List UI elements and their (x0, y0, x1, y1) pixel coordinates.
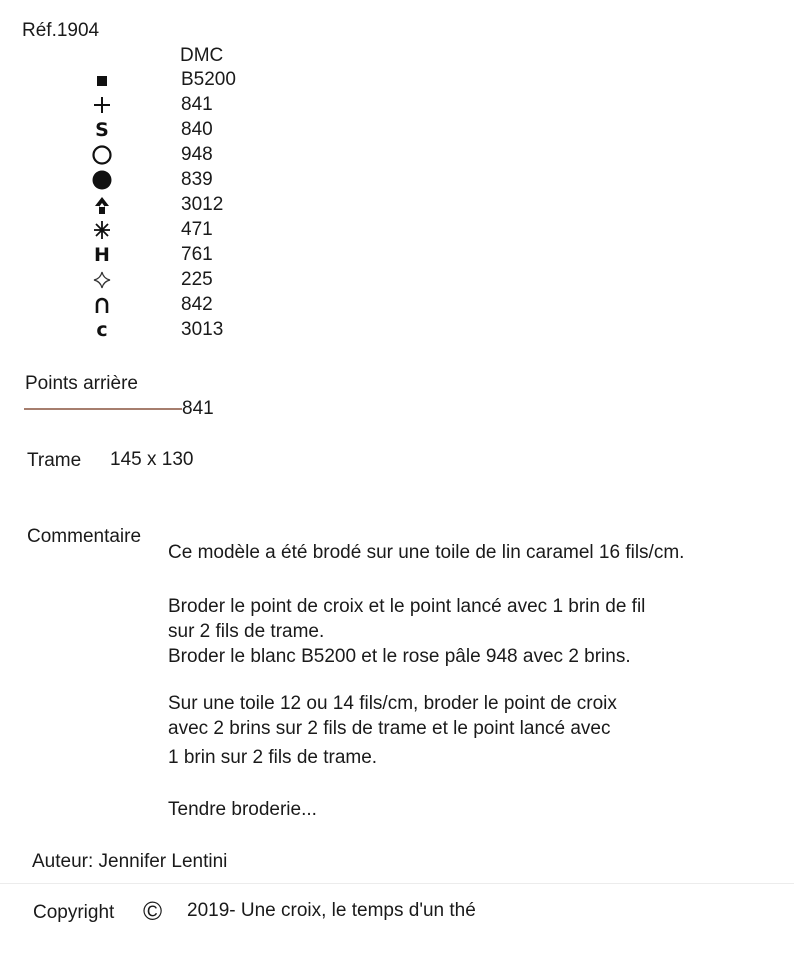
four-point-star-icon (91, 269, 113, 291)
backstitch-line (24, 408, 182, 410)
fabric-label: Trame (27, 450, 82, 471)
filled-square-icon (91, 69, 113, 91)
filled-circle-icon (91, 169, 113, 191)
legend-code: 761 (181, 244, 213, 265)
divider (0, 883, 794, 884)
open-circle-icon (91, 144, 113, 166)
author-credit: Auteur: Jennifer Lentini (32, 851, 228, 872)
copyright-label: Copyright (33, 902, 115, 923)
comment-line: 1 brin sur 2 fils de trame. (168, 747, 378, 768)
copyright-symbol: © (143, 896, 163, 926)
h-letter-icon: H (94, 243, 110, 266)
legend-code: 3012 (181, 194, 224, 215)
legend-code: 840 (181, 119, 213, 140)
comment-line: Ce modèle a été brodé sur une toile de lin caramel 16 fils/cm. (168, 542, 685, 563)
legend-code: 839 (181, 169, 213, 190)
fabric-size: 145 x 130 (110, 449, 194, 470)
comment-line: sur 2 fils de trame. (168, 621, 325, 642)
copyright-text: 2019- Une croix, le temps d'un thé (187, 900, 476, 921)
comment-line: Tendre broderie... (168, 799, 317, 820)
comment-line: Sur une toile 12 ou 14 fils/cm, broder le point de croix (168, 693, 617, 714)
comment-line: Broder le point de croix et le point lancé avec 1 brin de fil (168, 596, 646, 617)
reference-number: Réf.1904 (22, 20, 100, 41)
backstitch-label: Points arrière (25, 373, 138, 394)
legend-code: 948 (181, 144, 213, 165)
legend-code: 225 (181, 269, 213, 290)
backstitch-code: 841 (182, 398, 214, 419)
legend-code: B5200 (181, 69, 236, 90)
legend-code: 841 (181, 94, 213, 115)
c-letter-icon: c (96, 318, 108, 341)
legend-code: 3013 (181, 319, 224, 340)
plus-icon (91, 94, 113, 116)
arch-icon (91, 294, 113, 316)
dmc-header: DMC (180, 45, 224, 66)
comment-label: Commentaire (27, 526, 142, 547)
legend-code: 842 (181, 294, 213, 315)
comment-line: avec 2 brins sur 2 fils de trame et le point lancé avec (168, 718, 611, 739)
arrow-up-icon (91, 194, 113, 216)
comment-line: Broder le blanc B5200 et le rose pâle 948 avec 2 brins. (168, 646, 631, 667)
s-letter-icon: S (95, 118, 109, 141)
legend-code: 471 (181, 219, 213, 240)
asterisk-icon (91, 219, 113, 241)
